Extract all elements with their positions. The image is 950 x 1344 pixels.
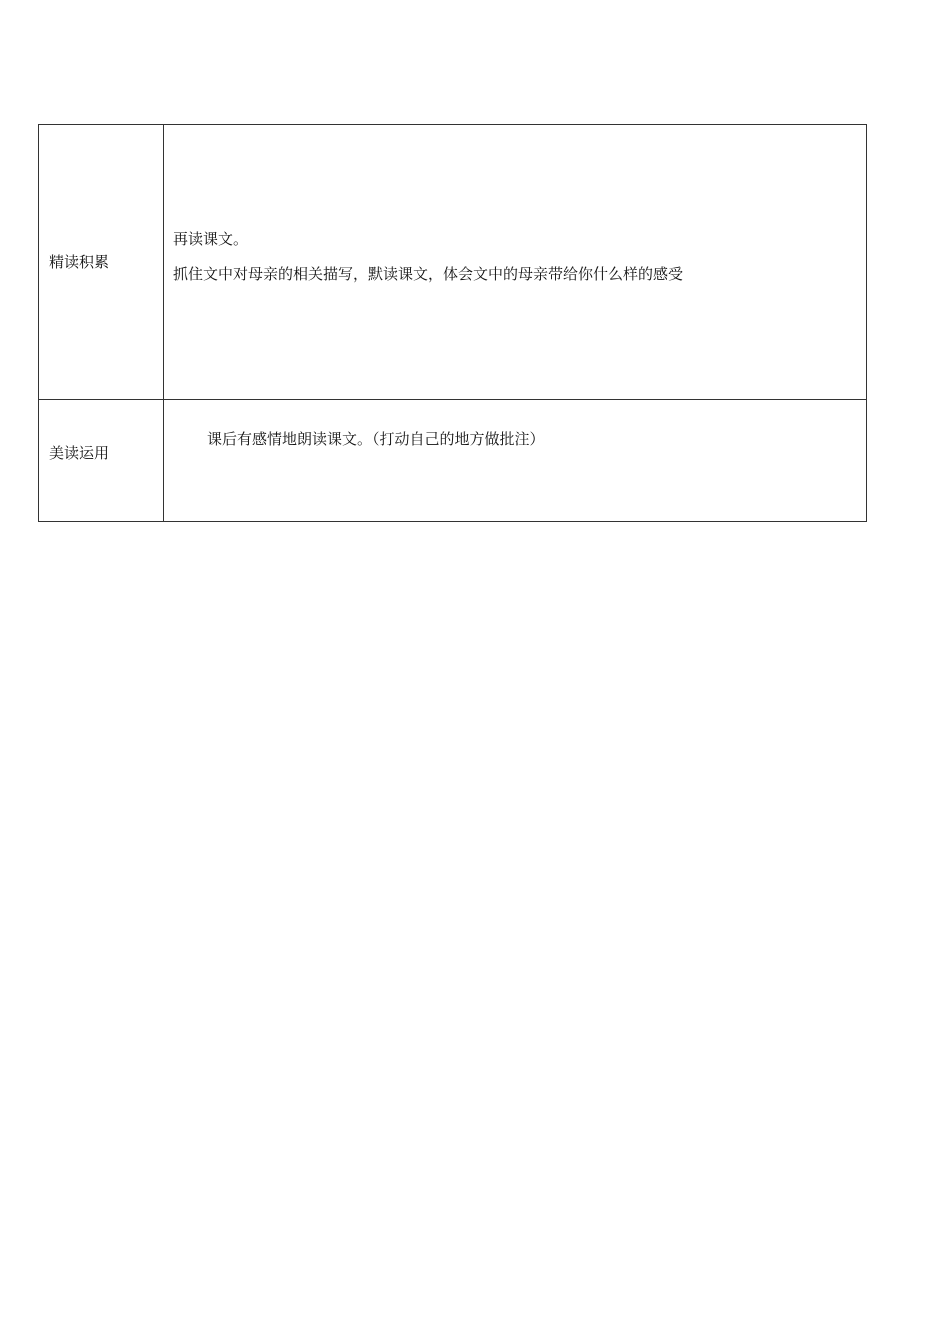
row-content-cell [164,400,867,522]
row-label-cell [39,400,164,522]
row-label-cell [39,125,164,400]
instruction-line: 再读课文。 [173,230,249,248]
instruction-line: 抓住文中对母亲的相关描写，默读课文，体会文中的母亲带给你什么样的感受 [173,265,684,283]
row-content-cell [164,125,867,400]
table-row-expressive-reading [39,400,867,522]
lesson-table [38,124,867,522]
table-row-intensive-reading [39,125,867,400]
row-label: 精读积累 [49,253,110,271]
row-label: 美读运用 [49,443,110,462]
instruction-line: 课后有感情地朗读课文。（打动自己的地方做批注） [207,430,545,448]
